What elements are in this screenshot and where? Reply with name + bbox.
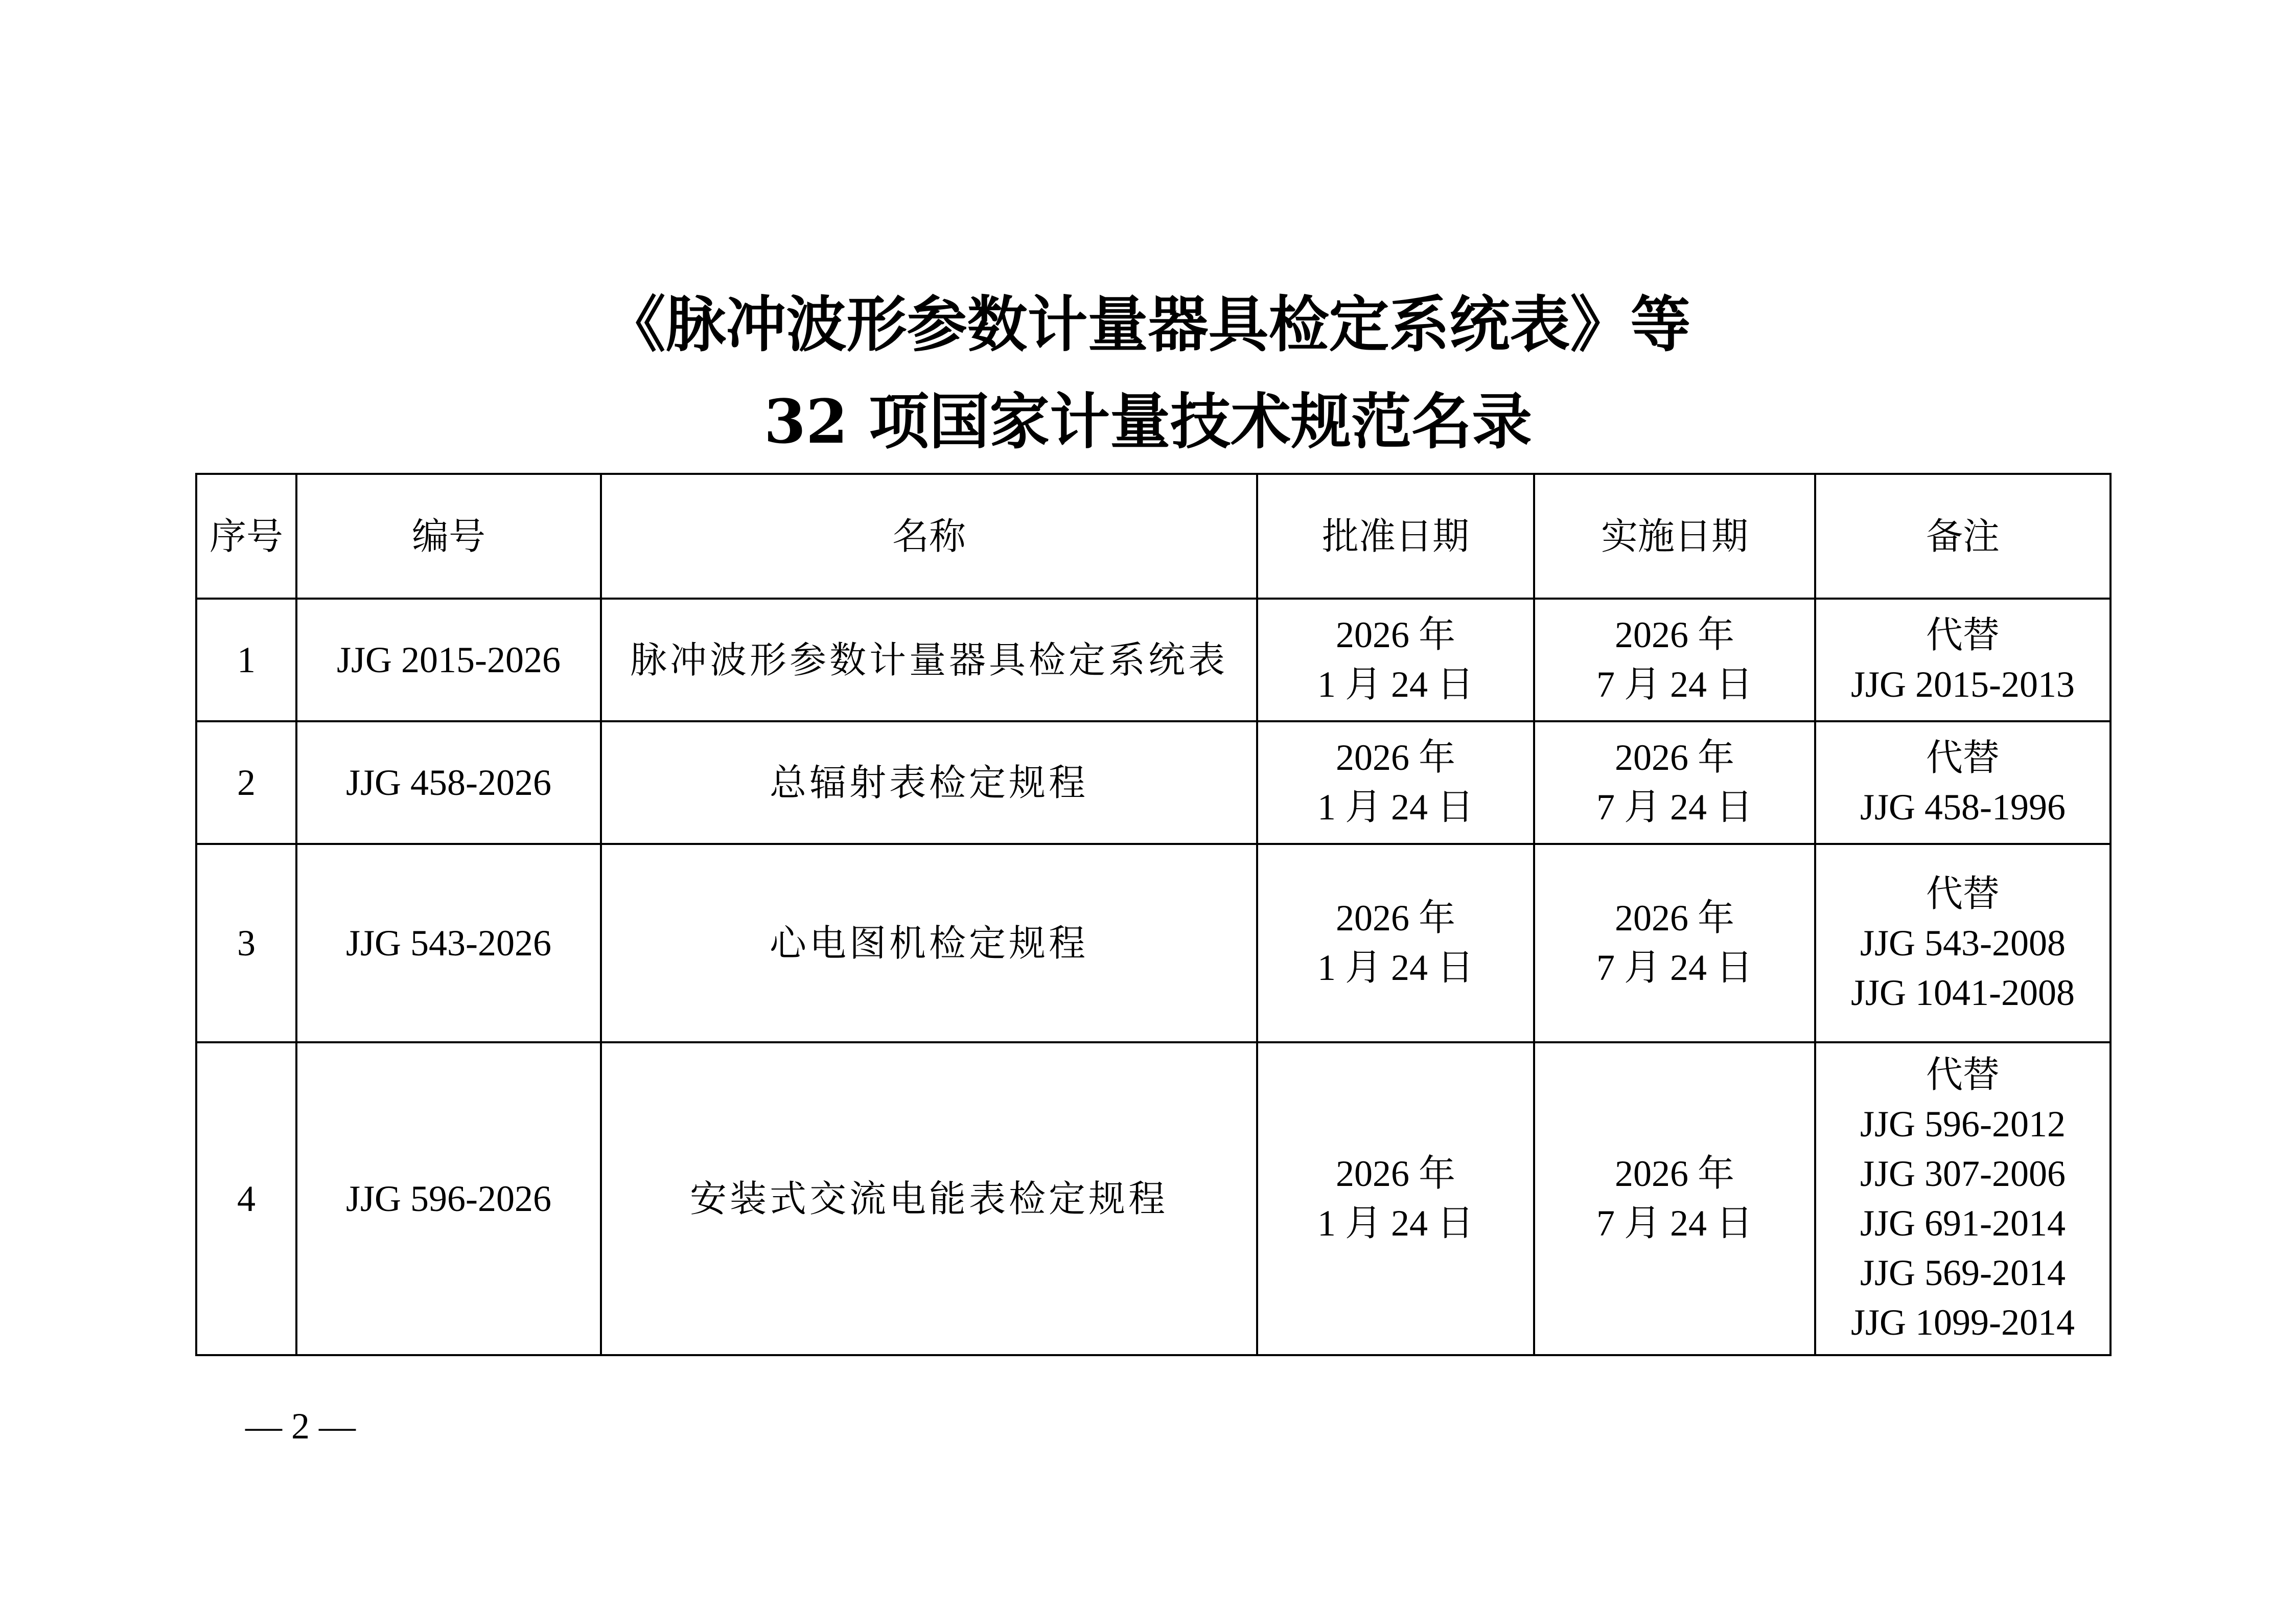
replaced-standard: JJG 1041-2008: [1850, 972, 2075, 1013]
row-code: JJG 543-2026: [296, 844, 601, 1042]
approval-day: 1 月 24 日: [1317, 664, 1474, 705]
row-seq: 1: [196, 599, 296, 721]
note-replaces-label: 代替: [1926, 872, 2000, 915]
replaced-standard: JJG 569-2014: [1860, 1252, 2066, 1293]
row-code: JJG 2015-2026: [296, 599, 601, 721]
table-row: [196, 721, 2111, 844]
row-approval-date: [1257, 1042, 1534, 1355]
replaced-standard: JJG 307-2006: [1860, 1153, 2066, 1194]
table-header-row: [196, 474, 2111, 599]
approval-day: 1 月 24 日: [1317, 787, 1474, 828]
replaced-standard: JJG 2015-2013: [1850, 664, 2075, 705]
row-code: JJG 596-2026: [296, 1042, 601, 1355]
replaced-standard: JJG 691-2014: [1860, 1203, 2066, 1244]
note-replaces-label: 代替: [1926, 613, 2000, 656]
header-notes: 备注: [1815, 474, 2111, 599]
effective-year: 2026 年: [1614, 898, 1734, 939]
replaced-standard: JJG 458-1996: [1860, 787, 2066, 828]
approval-year: 2026 年: [1335, 614, 1455, 655]
table-row: [196, 844, 2111, 1042]
row-name: 安装式交流电能表检定规程: [601, 1042, 1257, 1355]
table-row: [196, 1042, 2111, 1355]
effective-day: 7 月 24 日: [1596, 1203, 1753, 1244]
approval-year: 2026 年: [1335, 898, 1455, 939]
header-code: 编号: [296, 474, 601, 599]
header-effective-date: 实施日期: [1534, 474, 1815, 599]
effective-day: 7 月 24 日: [1596, 664, 1753, 705]
row-approval-date: [1257, 721, 1534, 844]
row-notes: [1815, 844, 2111, 1042]
row-effective-date: [1534, 844, 1815, 1042]
note-replaces-label: 代替: [1926, 736, 2000, 779]
note-replaces-label: 代替: [1926, 1053, 2000, 1096]
table-row: [196, 599, 2111, 721]
header-name: 名称: [601, 474, 1257, 599]
row-name: 心电图机检定规程: [601, 844, 1257, 1042]
row-name: 脉冲波形参数计量器具检定系统表: [601, 599, 1257, 721]
replaced-standard: JJG 543-2008: [1860, 922, 2066, 964]
effective-day: 7 月 24 日: [1596, 787, 1753, 828]
effective-year: 2026 年: [1614, 1153, 1734, 1194]
page-number: — 2 —: [245, 1406, 356, 1447]
row-seq: 3: [196, 844, 296, 1042]
effective-year: 2026 年: [1614, 614, 1734, 655]
row-notes: [1815, 1042, 2111, 1355]
replaced-standard: JJG 1099-2014: [1850, 1302, 2075, 1343]
row-approval-date: [1257, 599, 1534, 721]
row-seq: 4: [196, 1042, 296, 1355]
standards-table: [195, 473, 2112, 1356]
row-name: 总辐射表检定规程: [601, 721, 1257, 844]
row-effective-date: [1534, 599, 1815, 721]
header-seq: 序号: [196, 474, 296, 599]
approval-year: 2026 年: [1335, 1153, 1455, 1194]
header-approval-date: 批准日期: [1257, 474, 1534, 599]
row-approval-date: [1257, 844, 1534, 1042]
document-title-line2: 32 项国家计量技术规范名录: [763, 386, 1533, 457]
row-notes: [1815, 599, 2111, 721]
row-notes: [1815, 721, 2111, 844]
approval-day: 1 月 24 日: [1317, 947, 1474, 988]
row-seq: 2: [196, 721, 296, 844]
row-effective-date: [1534, 1042, 1815, 1355]
row-code: JJG 458-2026: [296, 721, 601, 844]
approval-day: 1 月 24 日: [1317, 1203, 1474, 1244]
row-effective-date: [1534, 721, 1815, 844]
effective-year: 2026 年: [1614, 737, 1734, 778]
effective-day: 7 月 24 日: [1596, 947, 1753, 988]
document-title-line1: 《脉冲波形参数计量器具检定系统表》等: [605, 289, 1691, 360]
replaced-standard: JJG 596-2012: [1860, 1104, 2066, 1145]
approval-year: 2026 年: [1335, 737, 1455, 778]
